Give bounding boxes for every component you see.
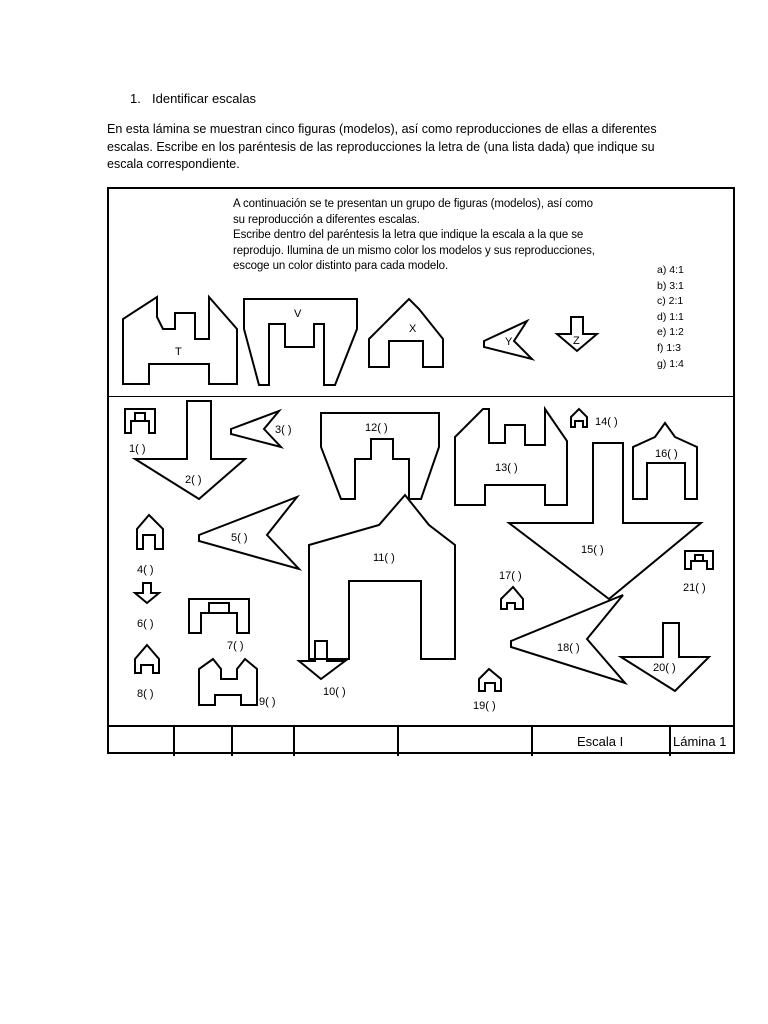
instruction-line: escoge un color distinto para cada modelo. <box>233 260 449 272</box>
figure-3 <box>231 411 292 447</box>
figure-label: 17( ) <box>499 570 522 582</box>
figure-16 <box>633 423 697 499</box>
figure-label: 19( ) <box>473 700 496 712</box>
figure-label: 20( ) <box>653 662 676 674</box>
model-T <box>123 297 237 384</box>
figure-20 <box>621 623 709 691</box>
figure-2 <box>135 401 245 499</box>
figure-11 <box>309 495 455 659</box>
instruction-line: su reproducción a diferentes escalas. <box>233 213 420 226</box>
model-label: T <box>175 346 182 358</box>
figure-1 <box>125 409 155 455</box>
figure-label: 1( ) <box>129 443 146 455</box>
footer-lamina-label: Lámina 1 <box>673 734 727 749</box>
figure-label: 4( ) <box>137 564 154 576</box>
figure-label: 16( ) <box>655 448 678 460</box>
figure-17 <box>499 570 523 609</box>
scale-option-a: a) 4:1 <box>657 264 684 276</box>
figure-label: 8( ) <box>137 688 154 700</box>
model-V <box>244 299 357 385</box>
figure-10 <box>299 641 346 698</box>
figure-label: 7( ) <box>227 640 244 652</box>
figure-label: 18( ) <box>557 642 580 654</box>
scale-option-f: f) 1:3 <box>657 341 681 354</box>
scale-option-e: e) 1:2 <box>657 326 684 339</box>
scale-option-b: b) 3:1 <box>657 279 684 292</box>
figure-label: 13( ) <box>495 462 518 474</box>
figure-label: 21( ) <box>683 582 706 594</box>
scale-option-g: g) 1:4 <box>657 357 684 370</box>
model-Y <box>484 321 532 359</box>
footer-cell <box>295 727 399 756</box>
worksheet <box>107 187 735 754</box>
heading-title: Identificar escalas <box>152 91 257 106</box>
figure-15 <box>509 443 701 599</box>
footer-cell-lamina <box>671 727 733 756</box>
figure-label: 15( ) <box>581 544 604 556</box>
figure-14 <box>571 409 618 428</box>
figure-label: 11( ) <box>373 552 395 564</box>
figure-label: 5( ) <box>231 532 248 544</box>
footer-cell <box>173 727 233 756</box>
figure-21 <box>683 551 713 594</box>
footer-cell <box>109 727 175 756</box>
model-label: Y <box>505 336 513 348</box>
figure-label: 3( ) <box>275 424 292 436</box>
scale-option-c: c) 2:1 <box>657 295 684 308</box>
footer-cell-escala <box>533 727 671 756</box>
footer-cell <box>233 727 295 756</box>
figure-label: 2( ) <box>185 474 202 486</box>
instruction-line: A continuación se te presentan un grupo de figuras (modelos), así como <box>233 198 593 210</box>
figure-5 <box>199 497 299 569</box>
model-Z <box>557 317 597 351</box>
figure-label: 6( ) <box>137 618 154 630</box>
intro-paragraph: En esta lámina se muestran cinco figuras (modelos), así como reproducciones de ellas a diferentes escalas. Escribe en los paréntesis de las reproducciones la letra de (una lista dada) que indique su escala correspondiente. <box>107 122 657 171</box>
figure-9 <box>199 659 276 708</box>
footer-row <box>109 725 733 756</box>
model-label: V <box>294 308 302 320</box>
model-label: Z <box>573 335 580 347</box>
section-heading <box>130 91 256 106</box>
figure-6 <box>135 583 159 630</box>
figure-18 <box>511 595 625 683</box>
instruction-line: reprodujo. Ilumina de un mismo color los modelos y sus reproducciones, <box>233 244 595 257</box>
heading-number: 1. <box>130 91 141 106</box>
figure-label: 12( ) <box>365 422 388 434</box>
footer-cell <box>399 727 533 756</box>
scale-option-d: d) 1:1 <box>657 310 684 323</box>
figures-canvas <box>109 189 733 725</box>
footer-escala-label: Escala I <box>577 734 624 749</box>
model-X <box>369 299 443 367</box>
figure-label: 14( ) <box>595 416 618 428</box>
model-label: X <box>409 323 417 335</box>
figure-label: 9( ) <box>259 696 276 708</box>
figure-label: 10( ) <box>323 686 346 698</box>
figure-8 <box>135 645 159 700</box>
figure-7 <box>189 599 249 652</box>
figure-19 <box>473 669 501 712</box>
figure-13 <box>455 409 567 505</box>
figure-4 <box>137 515 163 576</box>
figure-12 <box>321 413 439 499</box>
instruction-line: Escribe dentro del paréntesis la letra que indique la escala a la que se <box>233 229 584 241</box>
